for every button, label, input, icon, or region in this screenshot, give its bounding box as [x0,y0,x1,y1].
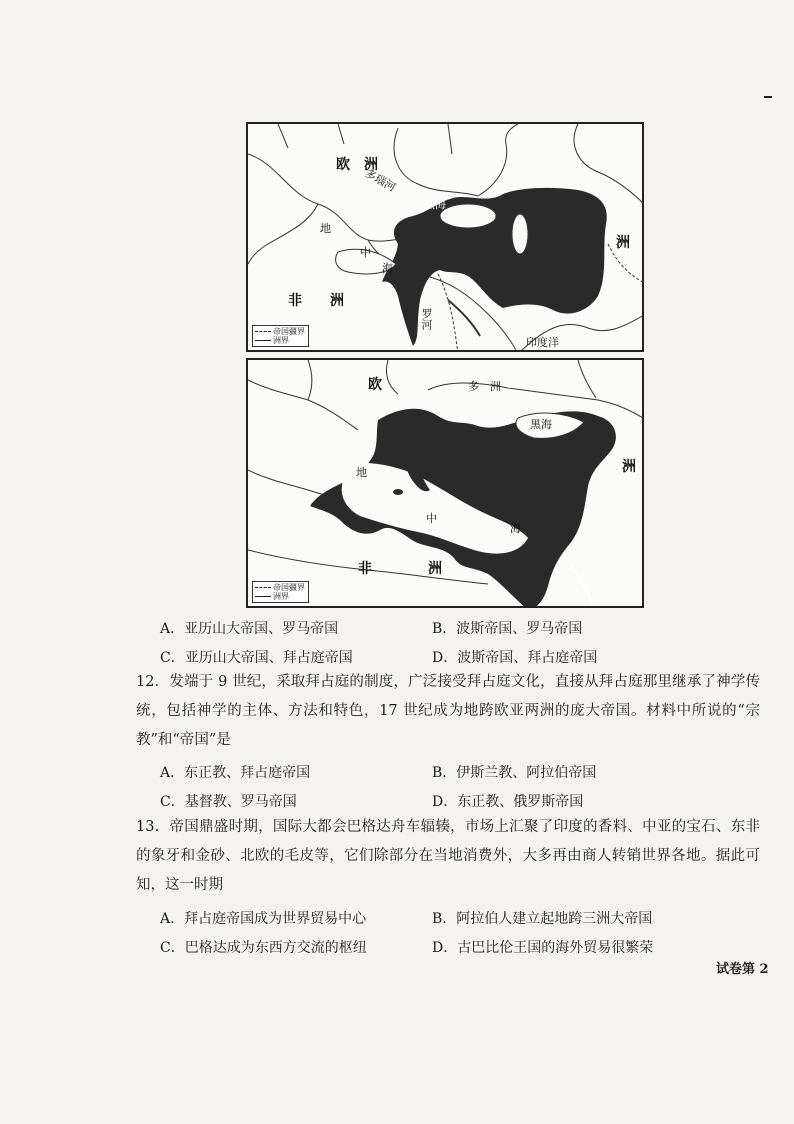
map1-label-danube: 多瑙河 [362,166,398,195]
map1-label-black-sea: 黑海 [424,198,446,211]
q13-option-a[interactable]: A．拜占庭帝国成为世界贸易中心 [160,911,367,927]
map1-label-europe: 欧 洲 [336,157,378,173]
page-footer: 试卷第 2 [716,962,769,977]
map1-label-africa: 非 洲 [288,293,344,309]
map1-drawing [248,124,644,352]
map1-caspian-sea [512,214,528,254]
map2-label-med-2: 中 [426,512,437,525]
map1-label-med-3: 海 [382,262,393,275]
map1-legend [252,325,309,347]
q12-option-a[interactable]: A．东正教、拜占庭帝国 [160,765,311,781]
map2-label-asia: 洲 [622,459,636,475]
q11-option-a[interactable]: A．亚历山大帝国、罗马帝国 [160,621,339,637]
q12-stem: 12．发端于 9 世纪，采取拜占庭的制度，广泛接受拜占庭文化，直接从拜占庭那里继承了神学传统，包括神学的主体、方法和特色，17 世纪成为地跨欧亚两洲的庞大帝国。材料中所说的“宗教”和“帝国”是 [136,674,760,748]
map2-label-danube: 多 洲 [468,380,501,393]
map2-label-europe: 欧 [368,377,382,393]
q11-option-c[interactable]: C．亚历山大帝国、拜占庭帝国 [160,650,353,666]
map1-label-med-1: 地 [320,222,331,235]
q13-option-d[interactable]: D．古巴比伦王国的海外贸易很繁荣 [432,940,654,956]
q13-stem: 13．帝国鼎盛时期，国际大都会巴格达舟车辐辏，市场上汇聚了印度的香料、中亚的宝石、东非的象牙和金砂、北欧的毛皮等，它们除部分在当地消费外，大多再由商人转销世界各地。据此可知，这一时期 [136,819,760,893]
map2-label-africa: 非 洲 [358,561,442,577]
map1-legend-continent-border: 洲界 [273,336,289,345]
q12-option-d[interactable]: D．东正教、俄罗斯帝国 [432,794,584,810]
map1-label-med-2: 中 [360,246,371,259]
map2-legend [252,581,309,603]
q12-option-c[interactable]: C．基督教、罗马帝国 [160,794,297,810]
map2-drawing [248,360,644,608]
map1-black-sea [440,204,496,228]
map1-label-asia: 洲 [616,235,630,251]
map-persian-empire [246,122,644,352]
map2-legend-continent-border: 洲界 [273,592,289,601]
q11-option-b[interactable]: B．波斯帝国、罗马帝国 [432,621,583,637]
map1-label-nile: 罗河 [420,308,433,330]
map-roman-empire [246,358,644,608]
map2-legend-empire-border: 帝国疆界 [273,583,305,592]
map2-label-med-1: 地 [356,466,367,479]
q12-option-b[interactable]: B．伊斯兰教、阿拉伯帝国 [432,765,597,781]
q11-option-d[interactable]: D．波斯帝国、拜占庭帝国 [432,650,598,666]
q13-option-b[interactable]: B．阿拉伯人建立起地跨三洲大帝国 [432,911,653,927]
map2-label-black-sea: 黑海 [530,418,552,431]
corner-mark [764,96,772,98]
map1-legend-empire-border: 帝国疆界 [273,327,305,336]
map1-label-indian-ocean: 印度洋 [526,336,559,349]
map2-label-med-3: 海 [510,522,521,535]
q13-option-c[interactable]: C．巴格达成为东西方交流的枢纽 [160,940,367,956]
